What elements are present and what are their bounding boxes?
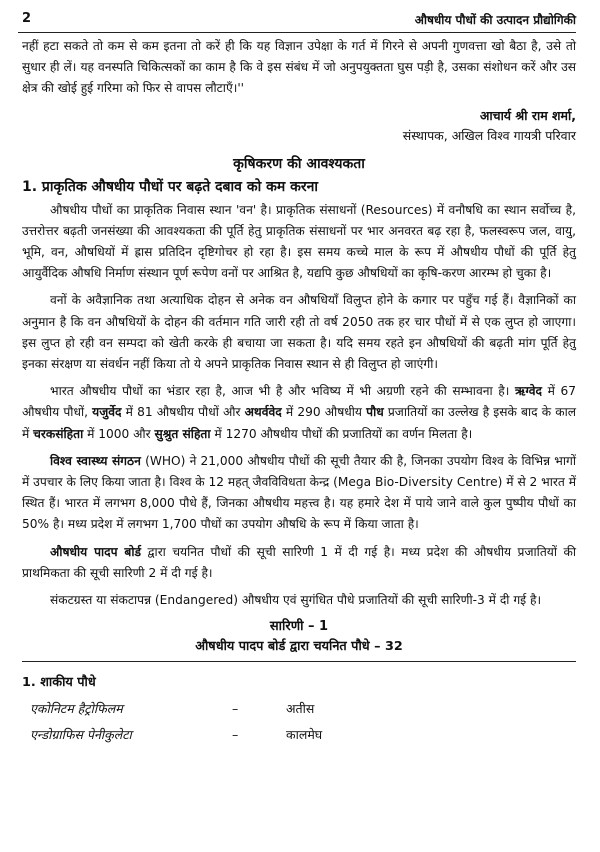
- atharvaveda-term: अथर्ववेद: [244, 405, 282, 420]
- page-number: 2: [22, 11, 32, 26]
- quote-signature: [22, 106, 576, 146]
- table-caption: सारिणी – 1: [269, 619, 329, 635]
- page-body: [22, 36, 576, 748]
- quote-author: आचार्य श्री राम शर्मा,: [479, 107, 576, 123]
- paragraph-5: [22, 542, 576, 584]
- p3-text-d: में 290 औषधीय: [285, 405, 362, 420]
- p3-text-f: में 1000 और: [87, 426, 151, 441]
- p4-text: (WHO) ने 21,000 औषधीय पौधों की सूची तैयार की है, जिनका उपयोग विश्व के विभिन्न भागों में उपचार के लिए किया जाता है। विश्व के 12 महत् जैवविविधता केन्द्र (Mega Bio-Diversity Centre) में से 2 भारत में स्थित हैं। भारत में लगभग 8,000 पौधे हैं, जिनका औषधीय महत्त्व है। यह हमारे देश में पाये जाने वाले कुल पुष्पीय पौधों का 50% है। मध्य प्रदेश में लगभग 1,700 पौधों का उपयोग औषधि के रूप में किया जाता है।: [22, 453, 577, 532]
- paragraph-2: वनों के अवैज्ञानिक तथा अत्याधिक दोहन से अनेक वन औषधियाँ विलुप्त होने के कगार पर पहुँच गई हैं। वैज्ञानिकों का अनुमान है कि वन औषधियों के दोहन की वर्तमान गति जारी रही तो वर्ष 2050 तक हर चार पौधों में से एक लुप्त हो जाएगा। इस लुप्त हो रही वन सम्पदा को खेती करके ही बचाया जा सकता है। यदि समय रहते इन औषधियों की बढ़ती मांग पूर्ति हेतु इनका संरक्षण या संवर्धन नहीं किया तो ये अपने प्राकृतिक निवास स्थान से ही विलुप्त हो जाएंगी।: [22, 293, 576, 372]
- running-title: औषधीय पौधों की उत्पादन प्रौद्योगिकी: [414, 13, 576, 27]
- paragraph-3: [22, 381, 576, 445]
- rigveda-term: ऋग्वेद: [514, 384, 543, 399]
- quote-paragraph: नहीं हटा सकते तो कम से कम इतना तो करें ही कि यह विज्ञान उपेक्षा के गर्त में गिरने से अपनी गुणवत्ता खो बैठा है, उसे तो सुधार ही लें। यह वनस्पति चिकित्सकों का काम है कि वे इस संबंध में जो अनुपयुक्तता घुस पड़ी है, उसका संशोधन करें और उस क्षेत्र की खोई हुई गरिमा को फिर से वापस लौटाएँ।'': [22, 39, 576, 96]
- p3-text-b: में 67 औषधीय पौधों,: [22, 384, 576, 420]
- table-row: [22, 722, 576, 748]
- who-term: विश्व स्वास्थ्य संगठन: [50, 453, 141, 468]
- common-name: अतीस: [286, 701, 315, 717]
- quote-designation: संस्थापक, अखिल विश्व गायत्री परिवार: [402, 127, 576, 143]
- separator-dash: –: [232, 701, 239, 717]
- p3-text-g: में 1270 औषधीय पौधों की प्रजातियों का वर्णन मिलता है।: [214, 426, 473, 441]
- scientific-name: एकोनिटम हैट्रोफिलम: [30, 701, 123, 717]
- charak-samhita-term: चरकसंहिता: [33, 426, 84, 441]
- running-header: [18, 10, 576, 33]
- scientific-name: एन्डोग्राफिस पेनीकुलेटा: [30, 727, 132, 743]
- table-category: 1. शाकीय पौधे: [22, 675, 96, 691]
- p5-text: द्वारा चयनित पौधों की सूची सारिणी 1 में दी गई है। मध्य प्रदेश की औषधीय प्रजातियों की प्राथमिकता की सूची सारिणी 2 में दी गई है।: [22, 544, 577, 580]
- p3-text-c: में 81 औषधीय पौधों और: [125, 405, 241, 420]
- common-name: कालमेघ: [286, 727, 323, 743]
- p3-text-a: भारत औषधीय पौधों का भंडार रहा है, आज भी है और भविष्य में भी अग्रणी रहने की सम्भावना है।: [50, 384, 510, 399]
- paragraph-6: संकटग्रस्त या संकटापन्न (Endangered) औषधीय एवं सुगंधित पौधे प्रजातियों की सूची सारिणी-3 में दी गई है।: [50, 593, 542, 608]
- board-term: औषधीय पादप बोर्ड: [50, 544, 142, 559]
- separator-dash: –: [232, 727, 239, 743]
- p3-text-e: प्रजातियों का उल्लेख है इसके बाद के काल में: [22, 405, 577, 441]
- paudh-term: पौध: [366, 405, 384, 420]
- yajurveda-term: यजुर्वेद: [92, 405, 122, 420]
- sushrut-samhita-term: सुश्रुत संहिता: [154, 426, 211, 441]
- table-title: औषधीय पादप बोर्ड द्वारा चयनित पौधे – 32: [22, 637, 576, 662]
- table-row: [22, 696, 576, 722]
- section-title: कृषिकरण की आवश्यकता: [233, 155, 365, 172]
- paragraph-1: औषधीय पौधों का प्राकृतिक निवास स्थान 'वन' है। प्राकृतिक संसाधनों (Resources) में वनौषधि का स्थान सर्वोच्च है, उत्तरोत्तर बढ़ती जनसंख्या की आवश्यकता की पूर्ति हेतु प्राकृतिक संसाधनों पर भार अनवरत बढ़ रहा है, फलस्वरूप जल, वायु, भूमि, वन, औषधियों में ह्रास प्रतिदिन दृष्टिगोचर हो रहा है। इस समय कच्चे माल के रूप में औषधीय पौधों की पूर्ति हेतु आयुर्वैदिक औषधि निर्माण संस्थान पूर्ण रूपेण वनों पर आश्रित है, यद्यपि कुछ औषधियों का कृषि-करण आरम्भ हो चुका है।: [22, 202, 576, 281]
- paragraph-4: [22, 451, 576, 536]
- subsection-title: 1. प्राकृतिक औषधीय पौधों पर बढ़ते दबाव को कम करना: [22, 178, 318, 195]
